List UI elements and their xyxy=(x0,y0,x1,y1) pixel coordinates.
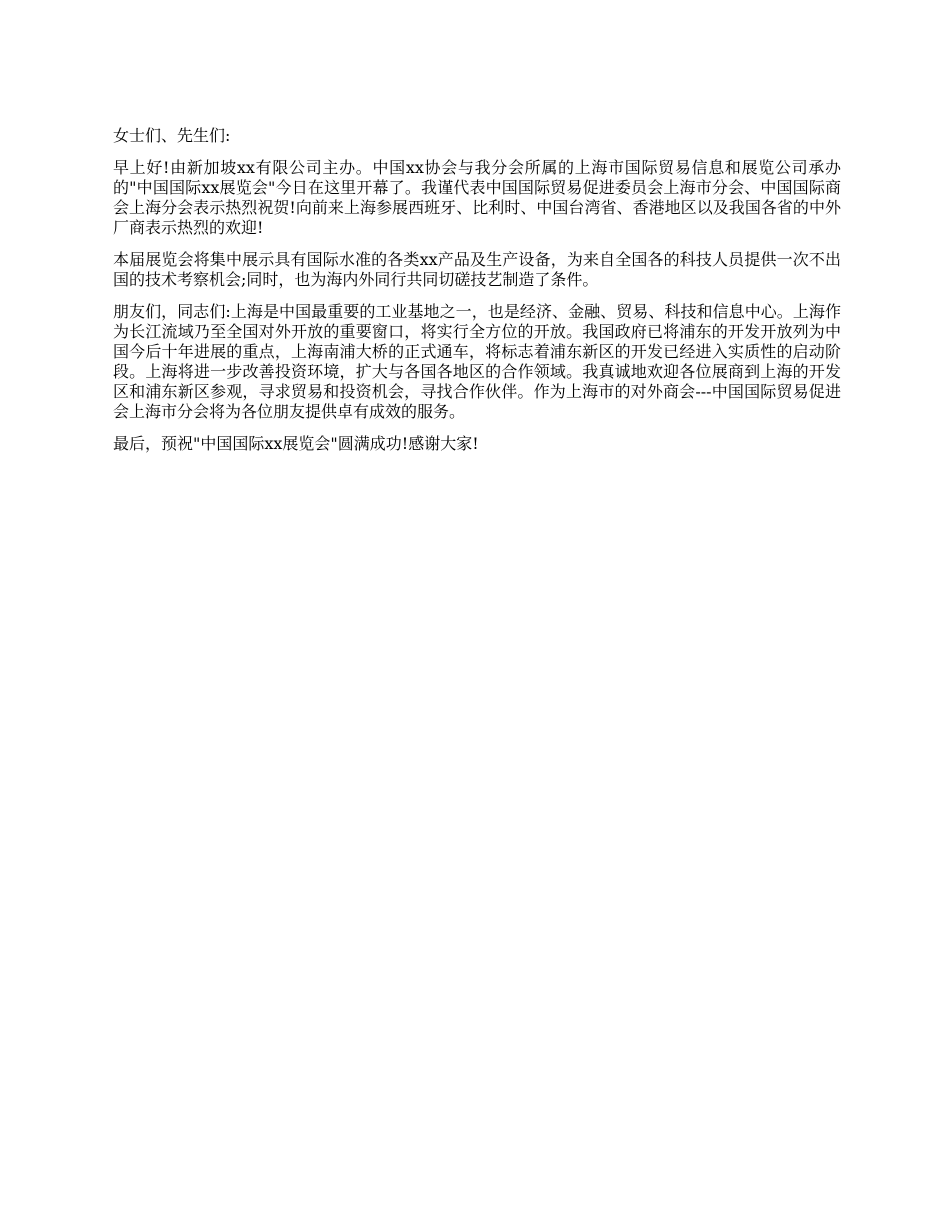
salutation-paragraph: 女士们、先生们: xyxy=(113,126,231,145)
closing-paragraph: 最后，预祝"中国国际xx展览会"圆满成功!感谢大家! xyxy=(113,434,479,453)
document-body xyxy=(113,126,841,466)
shanghai-paragraph: 朋友们，同志们:上海是中国最重要的工业基地之一，也是经济、金融、贸易、科技和信息中心。上海作为长江流域乃至全国对外开放的重要窗口，将实行全方位的开放。我国政府已将浦东的开发开放列为中国今后十年进展的重点，上海南浦大桥的正式通车，将标志着浦东新区的开发已经进入实质性的启动阶段。上海将进一步改善投资环境，扩大与各国各地区的合作领域。我真诚地欢迎各位展商到上海的开发区和浦东新区参观，寻求贸易和投资机会，寻找合作伙伴。作为上海市的对外商会---中国国际贸易促进会上海市分会将为各位朋友提供卓有成效的服务。 xyxy=(113,302,841,421)
exhibition-paragraph: 本届展览会将集中展示具有国际水准的各类xx产品及生产设备，为来自全国各的科技人员提供一次不出国的技术考察机会;同时，也为海内外同行共同切磋技艺制造了条件。 xyxy=(113,250,841,289)
opening-paragraph: 早上好!由新加坡xx有限公司主办。中国xx协会与我分会所属的上海市国际贸易信息和展览公司承办的"中国国际xx展览会"今日在这里开幕了。我谨代表中国国际贸易促进委员会上海市分会、中国国际商会上海分会表示热烈祝贺!向前来上海参展西班牙、比利时、中国台湾省、香港地区以及我国各省的中外厂商表示热烈的欢迎! xyxy=(113,158,841,237)
